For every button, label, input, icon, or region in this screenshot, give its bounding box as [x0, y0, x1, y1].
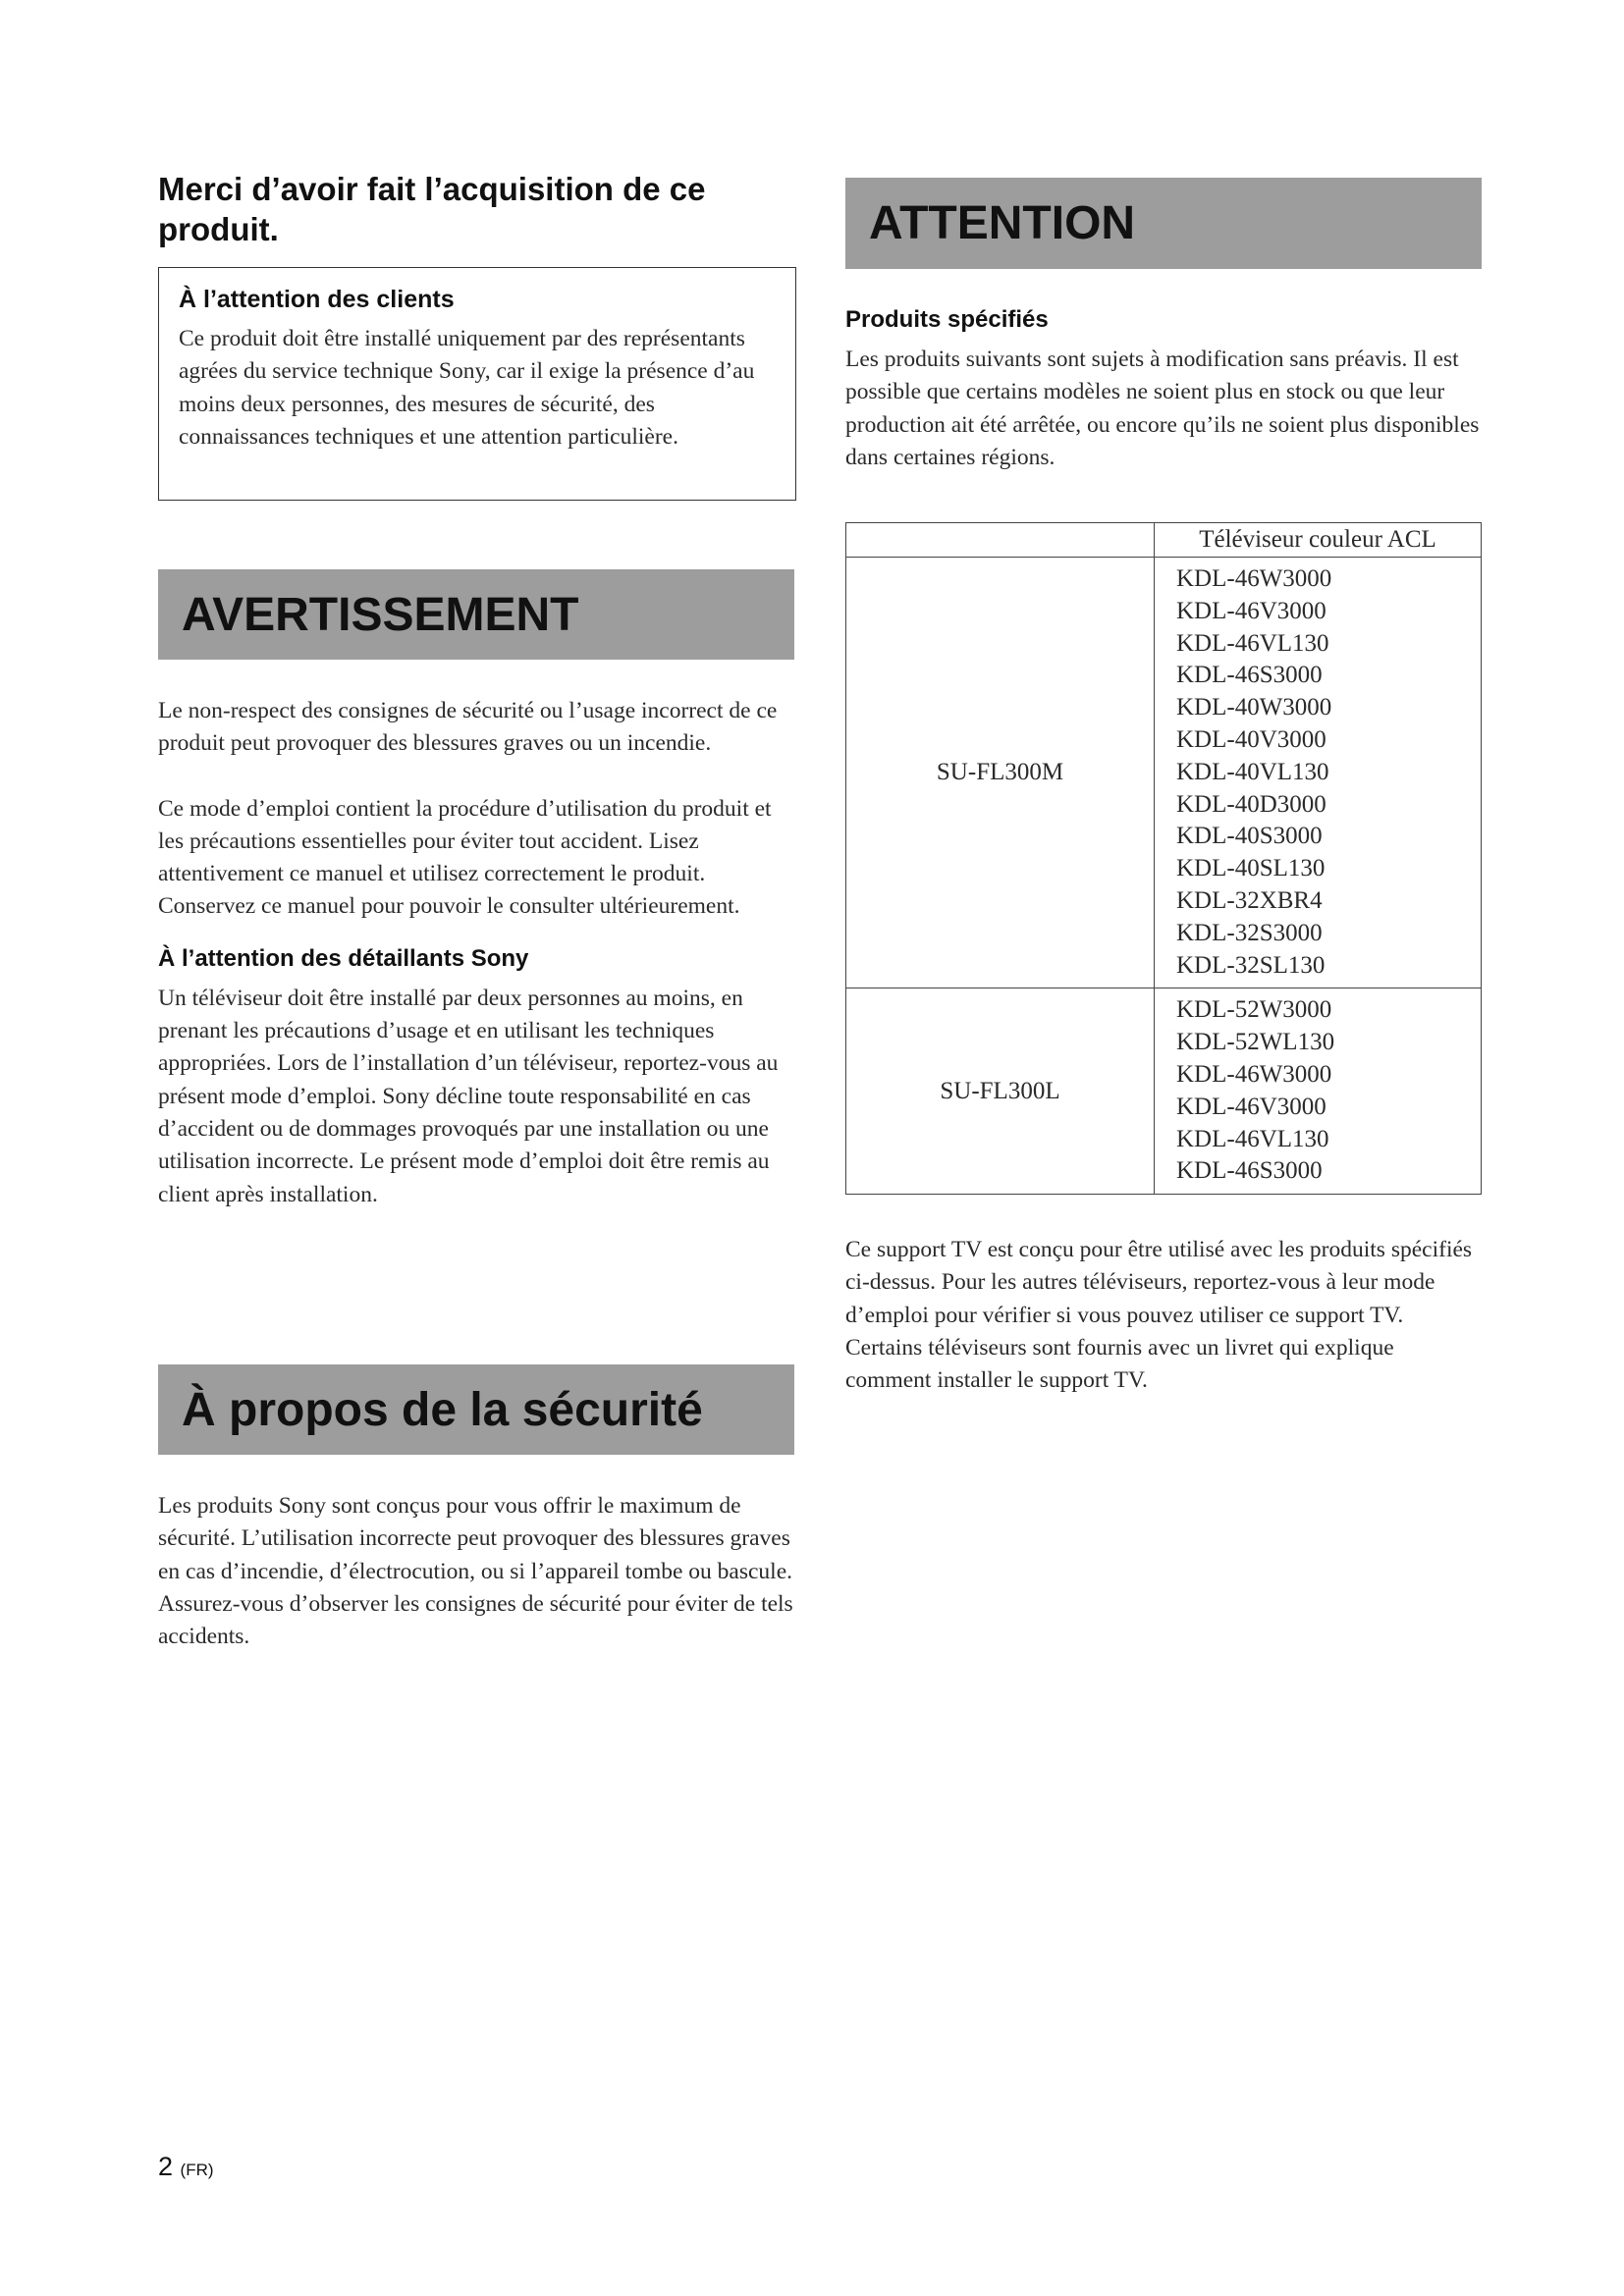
- stand-model-cell: SU-FL300L: [846, 988, 1155, 1195]
- tv-model: KDL-52WL130: [1176, 1029, 1335, 1056]
- tv-model-list: [1155, 558, 1482, 988]
- tv-model: KDL-40D3000: [1176, 790, 1326, 818]
- tv-model: KDL-40V3000: [1176, 725, 1326, 753]
- tv-model: KDL-40SL130: [1176, 855, 1326, 882]
- tv-model: KDL-46V3000: [1176, 1093, 1326, 1120]
- support-info-paragraph-1: Ce support TV est conçu pour être utilisé avec les produits spécifiés ci-dessus. Pour les autres téléviseurs, reportez-vous à leur mode d’emploi pour vérifier si vous pouvez utiliser ce support TV.: [845, 1237, 1473, 1328]
- tv-model: KDL-40S3000: [1176, 823, 1323, 850]
- avertissement-paragraph-1: Le non-respect des consignes de sécurité ou l’usage incorrect de ce produit peut provoquer des blessures graves ou un incendie.: [158, 698, 778, 757]
- tv-model: KDL-46VL130: [1176, 629, 1329, 657]
- produits-specifies-section: [845, 306, 1489, 474]
- table-row: [846, 988, 1482, 1195]
- tv-model: KDL-32S3000: [1176, 919, 1323, 946]
- compatibility-table: [845, 522, 1482, 1195]
- clients-notice-text: Ce produit doit être installé uniquement par des représentants agrées du service technique Sony, car il exige la présence d’au moins deux personnes, des mesures de sécurité, des connaissances techniques et une attention particulière.: [179, 326, 755, 450]
- tv-model: KDL-46V3000: [1176, 597, 1326, 624]
- tv-model: KDL-32SL130: [1176, 951, 1326, 979]
- support-info-paragraph-2: Certains téléviseurs sont fournis avec un livret qui explique comment installer le support TV.: [845, 1334, 1394, 1394]
- securite-text: Les produits Sony sont conçus pour vous offrir le maximum de sécurité. L’utilisation incorrecte peut provoquer des blessures graves en cas d’incendie, d’électrocution, ou si l’appareil tombe ou bascule. Assurez-vous d’observer les consignes de sécurité pour éviter de tels accidents.: [158, 1493, 793, 1650]
- tv-model: KDL-46S3000: [1176, 1157, 1323, 1185]
- produits-specifies-text: Les produits suivants sont sujets à modification sans préavis. Il est possible que certains modèles ne soient plus en stock ou que leur production ait été arrêtée, ou encore qu’ils ne soient plus disponibles dans certaines régions.: [845, 347, 1480, 470]
- attention-banner: ATTENTION: [845, 178, 1482, 269]
- avertissement-banner: AVERTISSEMENT: [158, 569, 794, 660]
- table-header-row: [846, 523, 1482, 558]
- tv-model: KDL-52W3000: [1176, 996, 1332, 1024]
- tv-model: KDL-46S3000: [1176, 662, 1323, 689]
- tv-model: KDL-46W3000: [1176, 1060, 1332, 1088]
- page-number-value: 2: [158, 2152, 174, 2181]
- tv-model: KDL-46W3000: [1176, 565, 1332, 592]
- page-language-code: (FR): [180, 2161, 214, 2179]
- clients-notice-box: [158, 267, 796, 501]
- produits-specifies-heading: Produits spécifiés: [845, 306, 1049, 333]
- tv-model: KDL-46VL130: [1176, 1125, 1329, 1152]
- dealers-heading: À l’attention des détaillants Sony: [158, 944, 529, 972]
- tv-model: KDL-32XBR4: [1176, 886, 1323, 914]
- table-header-cell: Téléviseur couleur ACL: [1155, 523, 1482, 558]
- securite-section: [158, 1490, 796, 1653]
- tv-model: KDL-40VL130: [1176, 758, 1329, 785]
- page-title: Merci d’avoir fait l’acquisition de ce produit.: [158, 171, 706, 247]
- dealers-text: Un téléviseur doit être installé par deux personnes au moins, en prenant les précautions d’usage et en utilisant les techniques appropriées. Lors de l’installation d’un téléviseur, reportez-vous au présent mode d’emploi. Sony décline toute responsabilité en cas d’accident ou de dommages provoqués par une installation ou une utilisation incorrecte. Le présent mode d’emploi doit être remis au client après installation.: [158, 985, 779, 1207]
- tv-model-list: [1155, 988, 1482, 1195]
- support-info-section: [845, 1234, 1484, 1397]
- page-number: [158, 2152, 214, 2182]
- tv-model: KDL-40W3000: [1176, 694, 1332, 721]
- avertissement-paragraph-2: Ce mode d’emploi contient la procédure d’utilisation du produit et les précautions essentielles pour éviter tout accident. Lisez attentivement ce manuel et utilisez correctement le produit. Conservez ce manuel pour pouvoir le consulter ultérieurement.: [158, 795, 772, 920]
- clients-notice-heading: À l’attention des clients: [179, 286, 455, 313]
- table-row: [846, 558, 1482, 988]
- table-header-empty-cell: [846, 523, 1155, 558]
- stand-model-cell: SU-FL300M: [846, 558, 1155, 988]
- avertissement-section: [158, 695, 796, 1211]
- securite-banner: À propos de la sécurité: [158, 1364, 794, 1455]
